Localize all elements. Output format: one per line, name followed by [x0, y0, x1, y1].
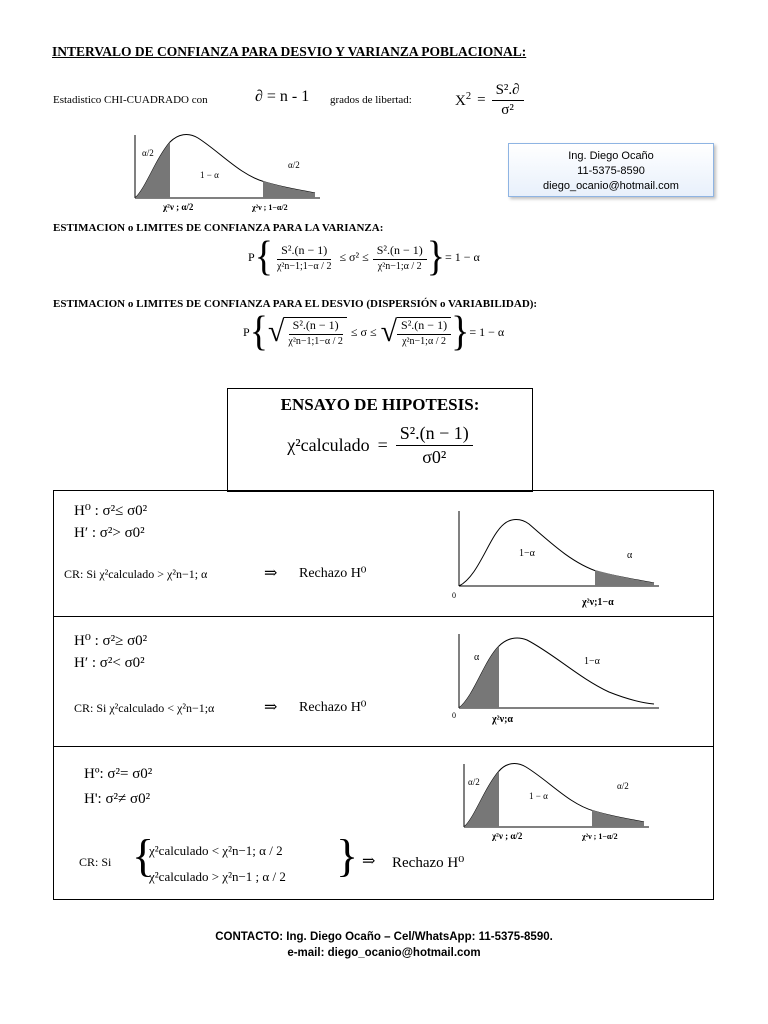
- varianza-num1: S².(n − 1): [277, 243, 331, 260]
- ensayo-eq: =: [377, 435, 388, 455]
- chi-numerator: S².∂: [492, 82, 524, 101]
- case2-h1: H′ : σ²< σ0²: [74, 655, 145, 671]
- x-left-label: χ²ν ; α/2: [163, 202, 194, 212]
- case1-chart-alpha: α: [627, 550, 633, 561]
- center-label: 1 − α: [200, 170, 219, 180]
- case1-tail-area: [595, 570, 654, 586]
- case2-chart-origin: 0: [452, 711, 456, 720]
- ensayo-num: S².(n − 1): [396, 423, 473, 446]
- case2-arrow: ⇒: [264, 699, 278, 716]
- case2-cr: CR: Si χ²calculado < χ²n−1;α: [74, 701, 215, 715]
- chi-square-formula: $X^2$ = $\frac{\text{S².∂}}{\text{σ²}}$: [455, 82, 524, 119]
- alpha-left-label: α/2: [142, 148, 154, 158]
- case1-chart-center: 1−α: [519, 548, 535, 559]
- df-expression: ∂ = n - 1: [255, 88, 310, 105]
- case3-cond1: χ²calculado < χ²n−1; α / 2: [149, 843, 283, 858]
- x-right-label: χ²ν ; 1−α/2: [252, 203, 288, 212]
- case1-chart-x: χ²ν;1−α: [582, 597, 614, 608]
- case3-reject: Rechazo H⁰: [392, 855, 465, 871]
- desvio-num1: S².(n − 1): [289, 318, 343, 335]
- case3-cond2: χ²calculado > χ²n−1 ; α / 2: [149, 869, 286, 884]
- chi-lhs: $X^2$: [455, 91, 472, 109]
- case3-alpha-right: α/2: [617, 781, 629, 791]
- case3-arrow: ⇒: [362, 853, 376, 870]
- footer-contact: CONTACTO: Ing. Diego Ocaño – Cel/WhatsApp: 11-5375-8590.: [215, 931, 553, 943]
- desvio-p: P: [243, 324, 250, 339]
- case1-cr: CR: Si χ²calculado > χ²n−1; α: [64, 567, 208, 581]
- case3-x-left: χ²ν ; α/2: [492, 831, 523, 841]
- varianza-formula: P { $\frac{\text{S².(n − 1)}}{\text{χ²n−1;1−α / 2}}$ ≤ σ² ≤ $\frac{\text{S².(n − 1)}}{\text{χ²n−1;α / 2}}$ } = 1 − α: [248, 233, 480, 281]
- chi-intro-prefix: Estadistico CHI-CUADRADO con: [53, 94, 208, 106]
- desvio-den2: χ²n−1;α / 2: [402, 336, 446, 347]
- case2-chart-x: χ²ν;α: [492, 714, 513, 725]
- case2-h0: H⁰ : σ²≥ σ0²: [74, 633, 148, 649]
- divider-2: [54, 746, 713, 747]
- hypothesis-box: [53, 490, 714, 900]
- case2-chart-alpha: α: [474, 652, 480, 663]
- case3-x-right: χ²ν ; 1−α/2: [582, 832, 618, 841]
- page-title: INTERVALO DE CONFIANZA PARA DESVIO Y VARIANZA POBLACIONAL:: [52, 44, 527, 59]
- ensayo-den: σ0²: [422, 447, 447, 467]
- ensayo-title: ENSAYO DE HIPOTESIS:: [280, 395, 480, 414]
- case3-center: 1 − α: [529, 791, 548, 801]
- varianza-heading: ESTIMACION o LIMITES DE CONFIANZA PARA LA VARIANZA:: [53, 222, 384, 234]
- case3-h1: H': σ²≠ σ0²: [84, 791, 151, 807]
- case3-left-brace: {: [132, 830, 155, 881]
- right-tail-chart: [449, 506, 664, 611]
- desvio-mid: ≤ σ ≤: [350, 324, 377, 339]
- desvio-den1: χ²n−1;1−α / 2: [288, 336, 343, 347]
- chi-fraction: [492, 82, 524, 119]
- varianza-p: P: [248, 249, 255, 264]
- varianza-rhs: = 1 − α: [444, 249, 480, 264]
- case1-h1: H′ : σ²> σ0²: [74, 525, 145, 541]
- contact-phone: 11-5375-8590: [577, 165, 645, 177]
- case3-cr-prefix: CR: Si: [79, 855, 112, 869]
- two-tail-chart-top: [120, 130, 330, 220]
- chi-denominator: σ²: [501, 102, 514, 118]
- varianza-mid: ≤ σ² ≤: [339, 249, 369, 264]
- ensayo-formula: [228, 423, 532, 468]
- case3-right-brace: }: [336, 830, 359, 881]
- case3-h0: Hº: σ²= σ0²: [84, 766, 153, 782]
- case1-chart-origin: 0: [452, 591, 456, 600]
- chi-intro-suffix: grados de libertad:: [330, 94, 412, 106]
- desvio-rhs: = 1 − α: [469, 324, 505, 339]
- varianza-den2: χ²n−1;α / 2: [377, 260, 422, 272]
- varianza-den1: χ²n−1;1−α / 2: [276, 260, 332, 272]
- case1-arrow: ⇒: [264, 565, 278, 582]
- two-tail-chart-bottom: [454, 759, 654, 849]
- right-tail-area: [263, 181, 315, 198]
- footer-email[interactable]: e-mail: diego_ocanio@hotmail.com: [287, 947, 481, 959]
- alpha-right-label: α/2: [288, 160, 300, 170]
- varianza-num2: S².(n − 1): [373, 243, 427, 260]
- divider-1: [54, 616, 713, 617]
- ensayo-lhs: χ²calculado: [287, 435, 370, 455]
- ensayo-title-box: [227, 388, 533, 492]
- case3-right-tail: [592, 810, 644, 827]
- case2-reject: Rechazo H⁰: [299, 700, 367, 715]
- case1-reject: Rechazo H⁰: [299, 566, 367, 581]
- desvio-num2: S².(n − 1): [397, 318, 451, 335]
- left-tail-chart: [449, 626, 664, 731]
- desvio-heading: ESTIMACION o LIMITES DE CONFIANZA PARA EL DESVIO (DISPERSIÓN o VARIABILIDAD):: [53, 298, 538, 310]
- case3-alpha-left: α/2: [468, 777, 480, 787]
- case1-h0: H⁰ : σ²≤ σ0²: [74, 503, 148, 519]
- desvio-formula: P { √ $\frac{\text{S².(n − 1)}}{\text{χ²n−1;1−α / 2}}$ ≤ σ ≤ √ $\frac{\text{S².(n − 1)}}{\text{χ²n−1;α / 2}}$ } = 1 − α: [243, 308, 505, 356]
- contact-name: Ing. Diego Ocaño: [568, 150, 654, 162]
- contact-email[interactable]: diego_ocanio@hotmail.com: [543, 180, 679, 192]
- case2-chart-center: 1−α: [584, 656, 600, 667]
- contact-card: [508, 143, 714, 197]
